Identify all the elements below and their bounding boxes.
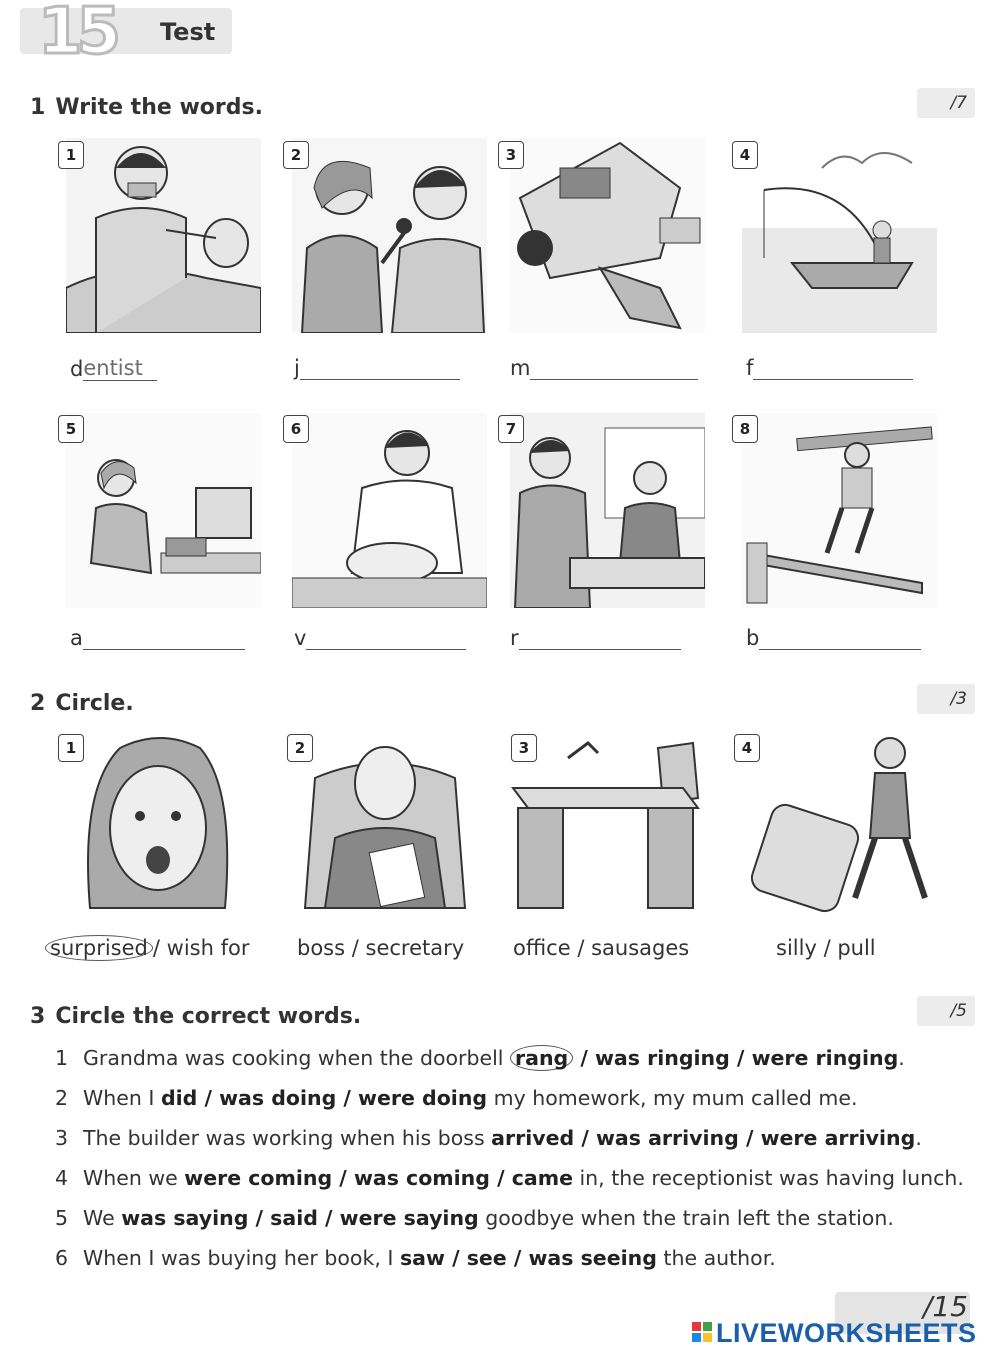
choice-option-b[interactable]: pull	[837, 936, 876, 960]
sentence-1	[55, 1046, 905, 1070]
choice-option-a[interactable]: office	[513, 936, 571, 960]
answer-field[interactable]: entist	[83, 356, 157, 381]
option-2[interactable]: was ringing	[594, 1046, 730, 1070]
section1-title-text: Write the words.	[55, 95, 263, 120]
sentence-5	[55, 1206, 894, 1230]
liveworksheets-logo-icon	[692, 1322, 712, 1342]
section1-number: 1	[30, 95, 46, 120]
sentence-text: my homework, my mum called me.	[487, 1086, 858, 1110]
word-prefix: j	[294, 356, 300, 380]
separator: /	[489, 1166, 512, 1190]
answer-field[interactable]	[759, 627, 921, 650]
sentence-4	[55, 1166, 964, 1190]
brand-name[interactable]: LIVEWORKSHEETS	[716, 1318, 977, 1348]
option-2[interactable]: was doing	[219, 1086, 337, 1110]
separator: /	[351, 936, 359, 960]
answer-field[interactable]	[519, 627, 681, 650]
section2-title	[30, 691, 134, 716]
choice-option-b[interactable]: wish for	[166, 936, 250, 960]
choice-option-a[interactable]: boss	[297, 936, 346, 960]
sentence-6	[55, 1246, 776, 1270]
choice-option-a[interactable]: silly	[776, 936, 817, 960]
answer-field[interactable]	[300, 357, 460, 380]
pulling-suitcase-picture	[745, 728, 935, 918]
sentence-text: Grandma was cooking when the doorbell	[83, 1046, 510, 1070]
separator: /	[506, 1246, 529, 1270]
section3-score: /5	[917, 996, 975, 1026]
separator: /	[336, 1086, 359, 1110]
item-number-box: 3	[498, 141, 524, 169]
separator: /	[152, 936, 160, 960]
word-item-6	[294, 626, 466, 650]
word-prefix: a	[70, 626, 83, 650]
separator: /	[738, 1126, 761, 1150]
sentence-number: 6	[55, 1246, 69, 1270]
separator: /	[444, 1246, 467, 1270]
option-2[interactable]: was coming	[353, 1166, 490, 1190]
separator: /	[574, 1126, 596, 1150]
unit-title: Test	[160, 18, 216, 46]
sentence-number: 4	[55, 1166, 69, 1190]
choice-item-4	[776, 936, 876, 960]
word-prefix: v	[294, 626, 307, 650]
item-number-box: 1	[58, 734, 84, 762]
sentence-text: .	[898, 1046, 905, 1070]
word-item-1	[70, 356, 157, 381]
choice-option-b[interactable]: secretary	[365, 936, 465, 960]
sentence-number: 1	[55, 1046, 69, 1070]
journalist-picture	[292, 138, 487, 333]
sentence-text: in, the receptionist was having lunch.	[572, 1166, 964, 1190]
separator: /	[197, 1086, 220, 1110]
word-item-5	[70, 626, 245, 650]
word-item-3	[510, 356, 698, 380]
item-number-box: 4	[732, 141, 758, 169]
dentist-picture	[66, 138, 261, 333]
option-1[interactable]: was saying	[121, 1206, 249, 1230]
sentence-text: When I was buying her book, I	[83, 1246, 400, 1270]
sentence-number: 3	[55, 1126, 69, 1150]
sentence-text: When I	[83, 1086, 161, 1110]
option-2[interactable]: was arriving	[595, 1126, 739, 1150]
sentence-text: The builder was working when his boss	[83, 1126, 492, 1150]
choice-item-3	[513, 936, 689, 960]
separator: /	[729, 1046, 752, 1070]
vet-picture	[292, 413, 487, 608]
sentence-text: goodbye when the train left the station.	[478, 1206, 894, 1230]
word-item-2	[294, 356, 460, 380]
separator: /	[248, 1206, 271, 1230]
sentence-text: We	[83, 1206, 122, 1230]
word-prefix: b	[746, 626, 760, 650]
sentence-text: When we	[83, 1166, 185, 1190]
separator: /	[332, 1166, 354, 1190]
separator: /	[573, 1046, 595, 1070]
word-prefix: d	[70, 357, 84, 381]
answer-field[interactable]	[83, 627, 245, 650]
word-item-8	[746, 626, 921, 650]
word-item-7	[510, 626, 681, 650]
fisherman-picture	[742, 138, 937, 333]
option-1[interactable]: were coming	[184, 1166, 333, 1190]
option-3[interactable]: were arriving	[760, 1126, 916, 1150]
item-number-box: 4	[734, 734, 760, 762]
word-item-4	[746, 356, 913, 380]
choice-item-2	[297, 936, 464, 960]
answer-field[interactable]	[306, 627, 466, 650]
option-2[interactable]: see	[466, 1246, 507, 1270]
option-1[interactable]: did	[160, 1086, 198, 1110]
item-number-box: 2	[283, 141, 309, 169]
word-prefix: m	[510, 356, 531, 380]
choice-option-b[interactable]: sausages	[591, 936, 690, 960]
sentence-text: .	[915, 1126, 922, 1150]
sentence-2	[55, 1086, 858, 1110]
option-1[interactable]: rang	[510, 1045, 573, 1071]
item-number-box: 6	[283, 415, 309, 443]
option-3[interactable]: were doing	[358, 1086, 488, 1110]
answer-field[interactable]	[753, 357, 913, 380]
total-score: /15	[922, 1290, 968, 1323]
section2-number: 2	[30, 691, 46, 716]
section2-title-text: Circle.	[55, 691, 134, 716]
choice-item-1	[45, 936, 249, 960]
sentence-text: the author.	[656, 1246, 776, 1270]
word-prefix: r	[510, 626, 519, 650]
office-picture	[508, 728, 703, 918]
section3-title-text: Circle the correct words.	[55, 1004, 362, 1029]
sentence-3	[55, 1126, 922, 1150]
option-2[interactable]: said	[270, 1206, 318, 1230]
option-3[interactable]: was seeing	[528, 1246, 657, 1270]
choice-option-a[interactable]: surprised	[45, 935, 153, 961]
item-number-box: 3	[511, 734, 537, 762]
item-number-box: 7	[498, 415, 524, 443]
option-1[interactable]: arrived	[491, 1126, 575, 1150]
section3-title	[30, 1004, 361, 1029]
item-number-box: 2	[287, 734, 313, 762]
section2-score: /3	[917, 684, 975, 714]
separator: /	[577, 936, 585, 960]
item-number-box: 1	[58, 141, 84, 169]
item-number-box: 8	[732, 415, 758, 443]
surprised-girl-picture	[60, 728, 250, 918]
boss-picture	[295, 728, 470, 918]
section3-number: 3	[30, 1004, 46, 1029]
mechanic-picture	[510, 138, 705, 333]
option-1[interactable]: saw	[399, 1246, 445, 1270]
item-number-box: 5	[58, 415, 84, 443]
receptionist-picture	[510, 413, 705, 608]
answer-field[interactable]	[530, 357, 698, 380]
sentence-number: 5	[55, 1206, 69, 1230]
word-prefix: f	[746, 356, 754, 380]
section1-score: /7	[917, 88, 975, 118]
architect-picture	[66, 413, 261, 608]
option-3[interactable]: were ringing	[751, 1046, 899, 1070]
section1-title	[30, 95, 263, 120]
unit-number: 15	[38, 0, 116, 69]
sentence-number: 2	[55, 1086, 69, 1110]
option-3[interactable]: came	[511, 1166, 573, 1190]
option-3[interactable]: were saying	[339, 1206, 479, 1230]
separator: /	[823, 936, 831, 960]
builder-picture	[742, 413, 937, 608]
separator: /	[317, 1206, 340, 1230]
